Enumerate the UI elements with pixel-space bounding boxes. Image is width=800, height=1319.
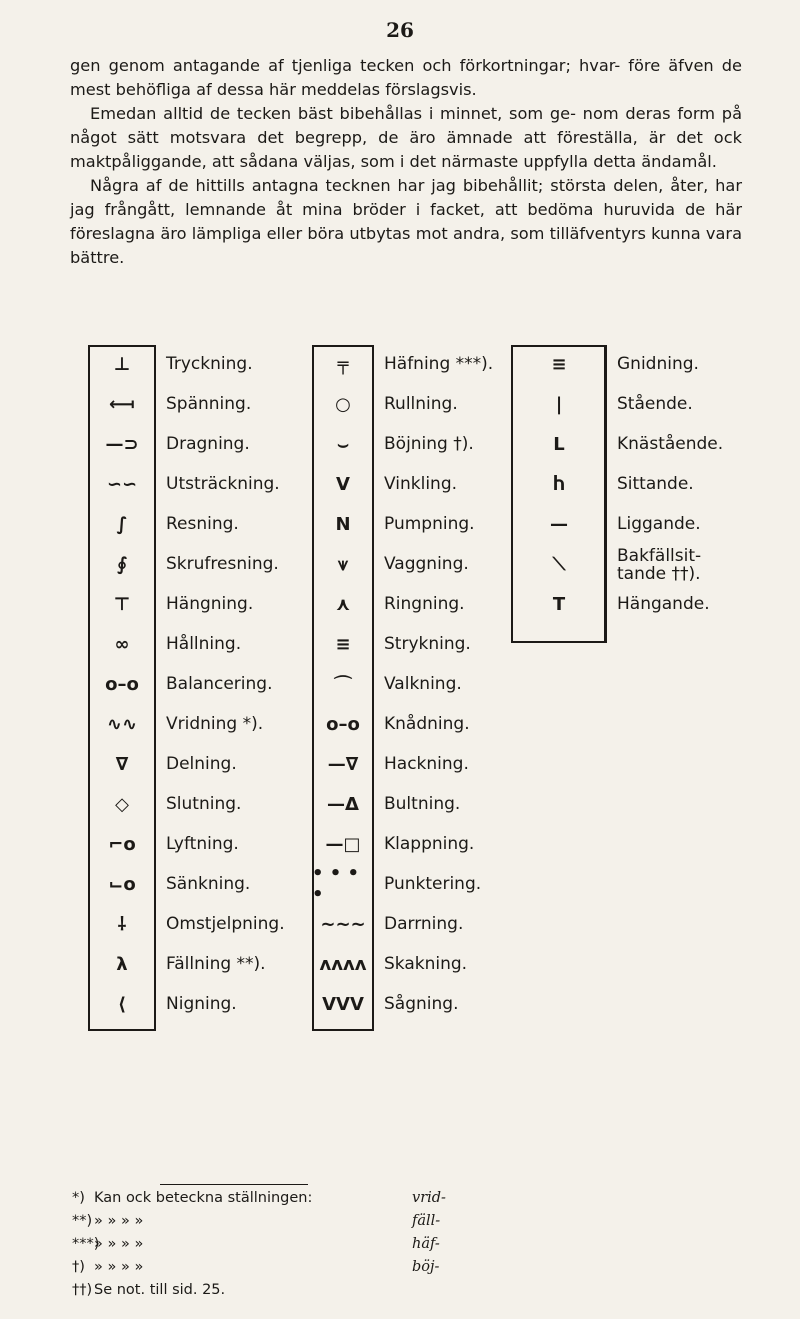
symbol-label: Pumpning. xyxy=(384,514,475,534)
footnote-text: » » » » xyxy=(94,1259,144,1275)
symbol-label: Hållning. xyxy=(166,634,242,654)
reclining-icon: ⟍ xyxy=(552,553,566,575)
knead-circles-icon: o–o xyxy=(326,713,360,735)
symbol-label: Klappning. xyxy=(384,834,475,854)
symbol-label: Resning. xyxy=(166,514,239,534)
symbol-label: Vridning *). xyxy=(166,714,264,734)
lying-dash-icon: — xyxy=(550,513,568,535)
symbol-label: Gnidning. xyxy=(617,354,699,374)
symbol-label: Rullning. xyxy=(384,394,458,414)
symbol-label: Hängning. xyxy=(166,594,254,614)
symbol-label: Omstjelpning. xyxy=(166,914,285,934)
symbol-label: Fällning **). xyxy=(166,954,266,974)
footnote-mark: ††) xyxy=(72,1282,93,1298)
screw-raise-icon: ∮ xyxy=(116,553,128,575)
bend-box-icon: ╤ xyxy=(337,353,349,375)
footnote-word: böj- xyxy=(412,1259,440,1275)
hack-v-icon: —∇ xyxy=(327,753,359,775)
full-wave-icon: ⌒ xyxy=(334,675,352,696)
clap-box-icon: —□ xyxy=(325,833,361,855)
footnote-text: » » » » xyxy=(94,1236,144,1252)
symbol-label: Knästående. xyxy=(617,434,724,454)
symbol-label: Vinkling. xyxy=(384,474,458,494)
symbol-label: Bakfällsit- tande ††). xyxy=(617,546,702,584)
symbol-label: Punktering. xyxy=(384,874,482,894)
ring-arrow-icon: ⋏ xyxy=(335,593,351,615)
standing-line-icon: | xyxy=(555,393,563,415)
symbol-label: Darrning. xyxy=(384,914,464,934)
symbol-label: Skakning. xyxy=(384,954,468,974)
symbol-label: Balancering. xyxy=(166,674,273,694)
bow-angle-icon: ⟨ xyxy=(117,993,127,1015)
footnote-word: vrid- xyxy=(412,1190,446,1206)
footnote-text: » » » » xyxy=(94,1213,144,1229)
symbol-label: Tryckning. xyxy=(166,354,253,374)
footnote-mark: †) xyxy=(72,1259,85,1275)
paragraph: Emedan alltid de tecken bäst bibehållas i minnet, som ge- nom deras form på något sätt motsvara det begrepp, de äro ämnade att föreställa, är det ock maktpåliggande, att sådana väljas, som i det närmaste uppfylla detta ändamål. xyxy=(70,104,742,171)
symbol-label: Slutning. xyxy=(166,794,242,814)
symbol-label: Sågning. xyxy=(384,994,459,1014)
paragraph: gen genom antagande af tjenliga tecken och förkortningar; hvar- före äfven de mest behöfliga af dessa här meddelas förslagsvis. xyxy=(70,56,742,99)
lift-circle-icon: ⌐o xyxy=(108,833,136,855)
bend-curve-icon: ⌣ xyxy=(337,433,349,455)
symbol-label: Liggande. xyxy=(617,514,701,534)
twist-wave-icon: ∿∿ xyxy=(106,713,138,735)
felling-x-icon: λ xyxy=(116,953,128,975)
symbol-label: Valkning. xyxy=(384,674,462,694)
footnote-mark: *) xyxy=(72,1190,85,1206)
symbol-label: Lyftning. xyxy=(166,834,239,854)
stroke-lines-icon: ≡ xyxy=(335,633,351,655)
lower-circle-icon: ⌙o xyxy=(108,873,136,895)
paragraph: Några af de hittills antagna tecknen har jag bibehållit; största delen, åter, har jag frångått, lemnande åt mina bröder i facket, att bedöma huruvida de här föreslagna äro lämpliga eller böra utbytas mot andra, som tilläfventyrs kunna vara bättre. xyxy=(70,176,742,267)
vibrate-wave-icon: ∼∼∼ xyxy=(320,913,366,935)
hanging-t-icon: T xyxy=(552,593,566,615)
balance-beam-icon: o–o xyxy=(105,673,139,695)
symbol-label: Sänkning. xyxy=(166,874,251,894)
bolt-delta-icon: —Δ xyxy=(327,793,359,815)
saw-teeth-icon: ᐯᐯᐯ xyxy=(322,993,364,1015)
symbol-label: Hängande. xyxy=(617,594,710,614)
sitting-h-icon: Ⴙ xyxy=(553,473,565,495)
split-v-icon: ∇ xyxy=(115,753,129,775)
symbol-label: Strykning. xyxy=(384,634,471,654)
rock-cradle-icon: ⩛ xyxy=(337,553,349,575)
triple-lines-icon: ≡ xyxy=(551,353,567,375)
dots-icon: • • • • xyxy=(312,863,360,905)
close-v-icon: ◇ xyxy=(115,793,129,815)
symbol-label: Spänning. xyxy=(166,394,252,414)
reposition-icon: ⸸ xyxy=(117,914,127,935)
symbol-label: Häfning ***). xyxy=(384,354,494,374)
roll-circle-icon: ○ xyxy=(335,393,351,415)
angle-v-icon: V xyxy=(336,473,350,495)
footnote-text: Kan ock beteckna ställningen: xyxy=(94,1190,313,1206)
pull-hook-icon: —⊃ xyxy=(105,433,139,455)
symbol-label: Nigning. xyxy=(166,994,237,1014)
hold-loop-icon: ∞ xyxy=(114,633,130,655)
symbol-label: Knådning. xyxy=(384,714,470,734)
symbol-label: Ringning. xyxy=(384,594,465,614)
symbol-label: Skrufresning. xyxy=(166,554,279,574)
symbol-label: Vaggning. xyxy=(384,554,469,574)
footnote-word: fäll- xyxy=(412,1213,441,1229)
symbol-label: Böjning †). xyxy=(384,434,474,454)
symbol-label: Utsträckning. xyxy=(166,474,280,494)
raise-curve-icon: ∫ xyxy=(116,513,128,535)
body-text xyxy=(70,54,742,270)
footnote-separator xyxy=(160,1184,308,1185)
symbol-label: Stående. xyxy=(617,394,693,414)
pump-n-icon: N xyxy=(335,513,351,535)
footnote-mark: **) xyxy=(72,1213,93,1229)
footnote-text: Se not. till sid. 25. xyxy=(94,1282,226,1298)
symbol-label: Delning. xyxy=(166,754,237,774)
wave-extend-icon: ∽∽ xyxy=(106,473,138,495)
hanging-t-icon: ⊤ xyxy=(113,593,131,615)
kneeling-l-icon: L xyxy=(553,433,565,455)
footnote-mark: ***) xyxy=(72,1236,100,1252)
symbol-label: Sittande. xyxy=(617,474,694,494)
symbol-label: Bultning. xyxy=(384,794,461,814)
page-number: 26 xyxy=(386,18,414,42)
symbol-label: Hackning. xyxy=(384,754,469,774)
shake-zigzag-icon: ʌʌʌʌ xyxy=(319,953,367,975)
footnote-word: häf- xyxy=(412,1236,440,1252)
symbol-label: Dragning. xyxy=(166,434,250,454)
inverted-t-icon: ⊥ xyxy=(113,353,131,375)
stretch-arrow-icon: ⟻ xyxy=(109,393,135,415)
